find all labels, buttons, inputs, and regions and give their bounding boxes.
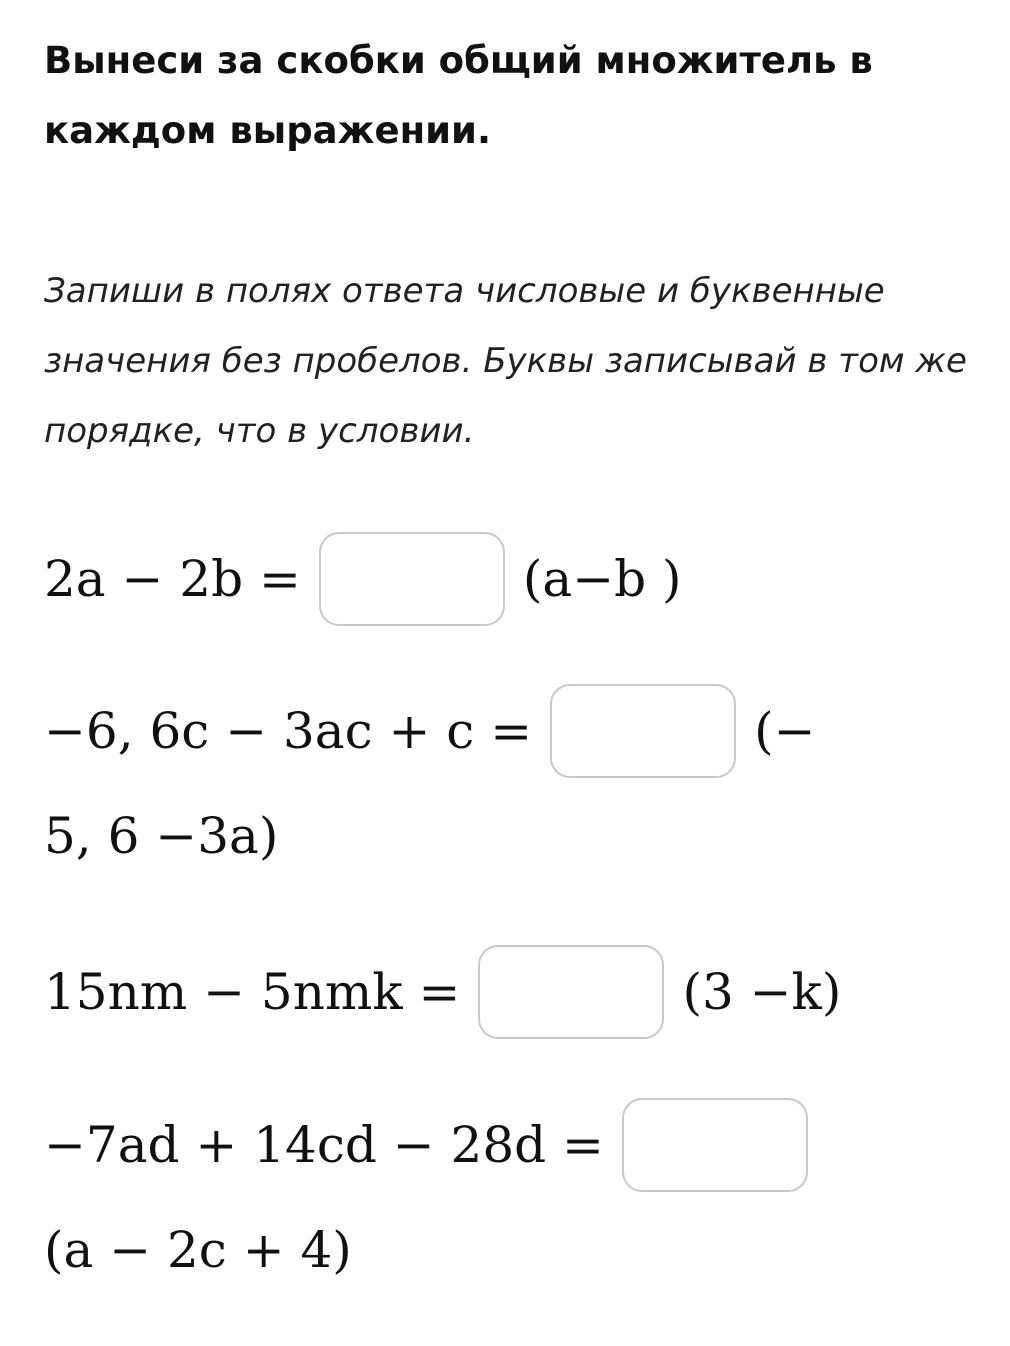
exercise-4-expression: −7ad + 14cd − 28d = [44, 1116, 604, 1174]
exercise-2-expression: −6, 6c − 3ac + c = [44, 702, 533, 760]
exercise-3 [44, 944, 841, 1040]
exercise-4 [44, 1097, 826, 1193]
exercise-3-bracket: (3 −k) [682, 963, 842, 1021]
exercise-1-answer-field[interactable] [319, 532, 505, 626]
exercise-3-answer-field[interactable] [478, 945, 664, 1039]
exercise-1 [44, 531, 682, 627]
task-instruction: Запиши в полях ответа числовые и буквенные значения без пробелов. Буквы записывай в том же порядке, что в условии. [44, 271, 967, 451]
exercise-4-answer-field[interactable] [622, 1098, 808, 1192]
exercise-1-bracket: (a−b ) [522, 550, 682, 608]
exercise-3-expression: 15nm − 5nmk = [44, 963, 461, 1021]
exercise-2 [44, 683, 816, 779]
exercise-4-bracket: (a − 2c + 4) [44, 1221, 352, 1279]
exercise-2-bracket-end: 5, 6 −3a) [44, 807, 279, 865]
exercise-4-continuation [44, 1202, 352, 1298]
exercise-1-expression: 2a − 2b = [44, 550, 301, 608]
exercise-2-answer-field[interactable] [550, 684, 736, 778]
exercise-2-bracket-start: (− [754, 702, 816, 760]
task-title: Вынеси за скобки общий множитель в каждом выражении. [44, 39, 873, 152]
exercise-2-continuation [44, 788, 278, 884]
